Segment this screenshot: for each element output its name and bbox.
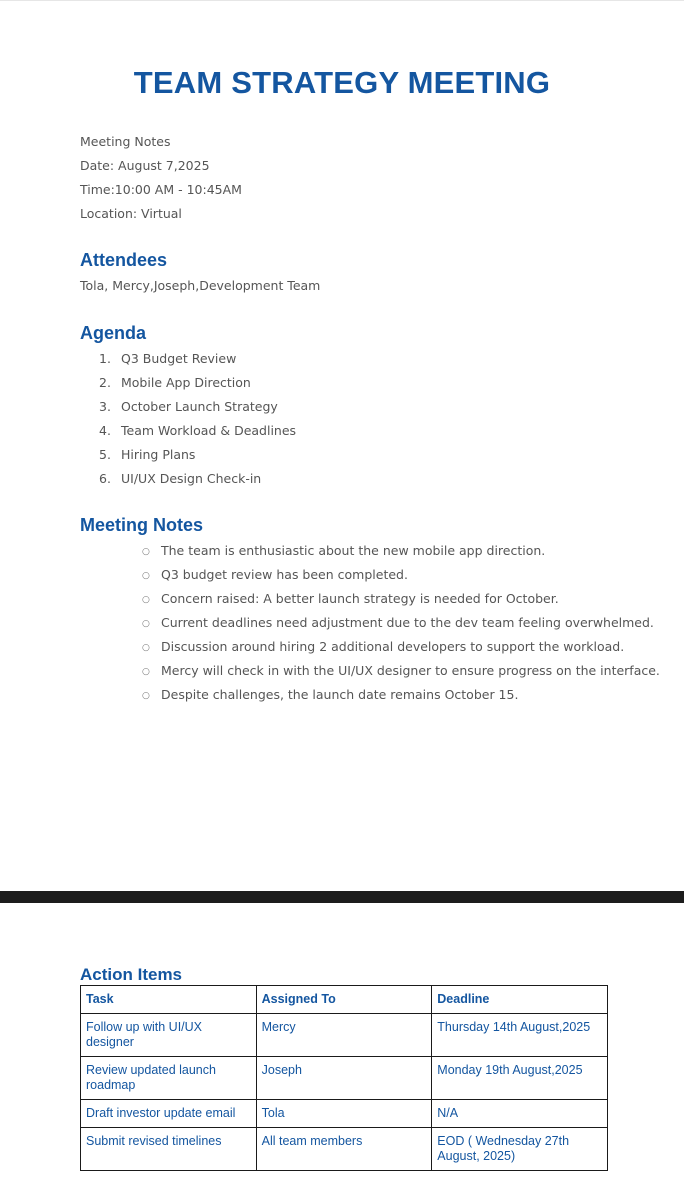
meta-time: Time:10:00 AM - 10:45AM xyxy=(80,182,242,197)
task-cell: Submit revised timelines xyxy=(81,1128,257,1171)
bullet-icon: ○ xyxy=(142,643,150,653)
note-item xyxy=(142,615,654,630)
column-header-assigned-to: Assigned To xyxy=(256,986,432,1014)
note-text: Despite challenges, the launch date remains October 15. xyxy=(161,687,519,702)
bullet-icon: ○ xyxy=(142,595,150,605)
assignee-cell: Mercy xyxy=(256,1014,432,1057)
bullet-icon: ○ xyxy=(142,619,150,629)
agenda-heading: Agenda xyxy=(80,323,147,343)
action-items-table xyxy=(80,985,608,1171)
note-item xyxy=(142,567,408,582)
agenda-item-number: 5. xyxy=(99,447,111,462)
agenda-item xyxy=(99,399,278,414)
agenda-item-text: UI/UX Design Check-in xyxy=(121,471,262,486)
note-item xyxy=(142,639,624,654)
table-row xyxy=(81,1100,608,1128)
agenda-item-number: 4. xyxy=(99,423,111,438)
note-item xyxy=(142,663,660,678)
table-row xyxy=(81,1014,608,1057)
agenda-item-number: 3. xyxy=(99,399,111,414)
note-text: The team is enthusiastic about the new mobile app direction. xyxy=(161,543,546,558)
meta-date: Date: August 7,2025 xyxy=(80,158,210,173)
assignee-cell: Joseph xyxy=(256,1057,432,1100)
task-cell: Draft investor update email xyxy=(81,1100,257,1128)
deadline-cell: N/A xyxy=(432,1100,608,1128)
attendees-list: Tola, Mercy,Joseph,Development Team xyxy=(80,278,321,293)
note-text: Concern raised: A better launch strategy is needed for October. xyxy=(161,591,559,606)
column-header-deadline: Deadline xyxy=(432,986,608,1014)
bullet-icon: ○ xyxy=(142,667,150,677)
agenda-item-text: Q3 Budget Review xyxy=(121,351,237,366)
agenda-item-text: Team Workload & Deadlines xyxy=(121,423,297,438)
deadline-cell: Monday 19th August,2025 xyxy=(432,1057,608,1100)
agenda-item-number: 1. xyxy=(99,351,111,366)
attendees-heading: Attendees xyxy=(80,250,168,270)
agenda-item-number: 6. xyxy=(99,471,111,486)
deadline-cell: Thursday 14th August,2025 xyxy=(432,1014,608,1057)
deadline-cell: EOD ( Wednesday 27th August, 2025) xyxy=(432,1128,608,1171)
task-cell: Review updated launch roadmap xyxy=(81,1057,257,1100)
note-item xyxy=(142,543,545,558)
note-text: Current deadlines need adjustment due to the dev team feeling overwhelmed. xyxy=(161,615,654,630)
assignee-cell: All team members xyxy=(256,1128,432,1171)
assignee-cell: Tola xyxy=(256,1100,432,1128)
task-cell: Follow up with UI/UX designer xyxy=(81,1014,257,1057)
table-row xyxy=(81,1128,608,1171)
action-items-heading: Action Items xyxy=(80,965,183,984)
agenda-item xyxy=(99,423,296,438)
bullet-icon: ○ xyxy=(142,571,150,581)
note-item xyxy=(142,687,518,702)
agenda-item-text: Hiring Plans xyxy=(121,447,196,462)
note-text: Discussion around hiring 2 additional developers to support the workload. xyxy=(161,639,625,654)
agenda-item xyxy=(99,351,236,366)
meta-heading: Meeting Notes xyxy=(80,134,171,149)
agenda-item-number: 2. xyxy=(99,375,111,390)
note-text: Mercy will check in with the UI/UX designer to ensure progress on the interface. xyxy=(161,663,660,678)
column-header-task: Task xyxy=(81,986,257,1014)
meeting-notes-heading: Meeting Notes xyxy=(80,515,204,535)
agenda-item xyxy=(99,447,195,462)
agenda-item-text: Mobile App Direction xyxy=(121,375,251,390)
meta-location: Location: Virtual xyxy=(80,206,182,221)
agenda-item xyxy=(99,375,251,390)
note-item xyxy=(142,591,559,606)
note-text: Q3 budget review has been completed. xyxy=(161,567,408,582)
page-divider xyxy=(0,891,684,903)
agenda-item xyxy=(99,471,261,486)
table-row xyxy=(81,1057,608,1100)
table-header-row xyxy=(81,986,608,1014)
bullet-icon: ○ xyxy=(142,547,150,557)
bullet-icon: ○ xyxy=(142,691,150,701)
document-title: TEAM STRATEGY MEETING xyxy=(133,65,551,100)
agenda-item-text: October Launch Strategy xyxy=(121,399,278,414)
